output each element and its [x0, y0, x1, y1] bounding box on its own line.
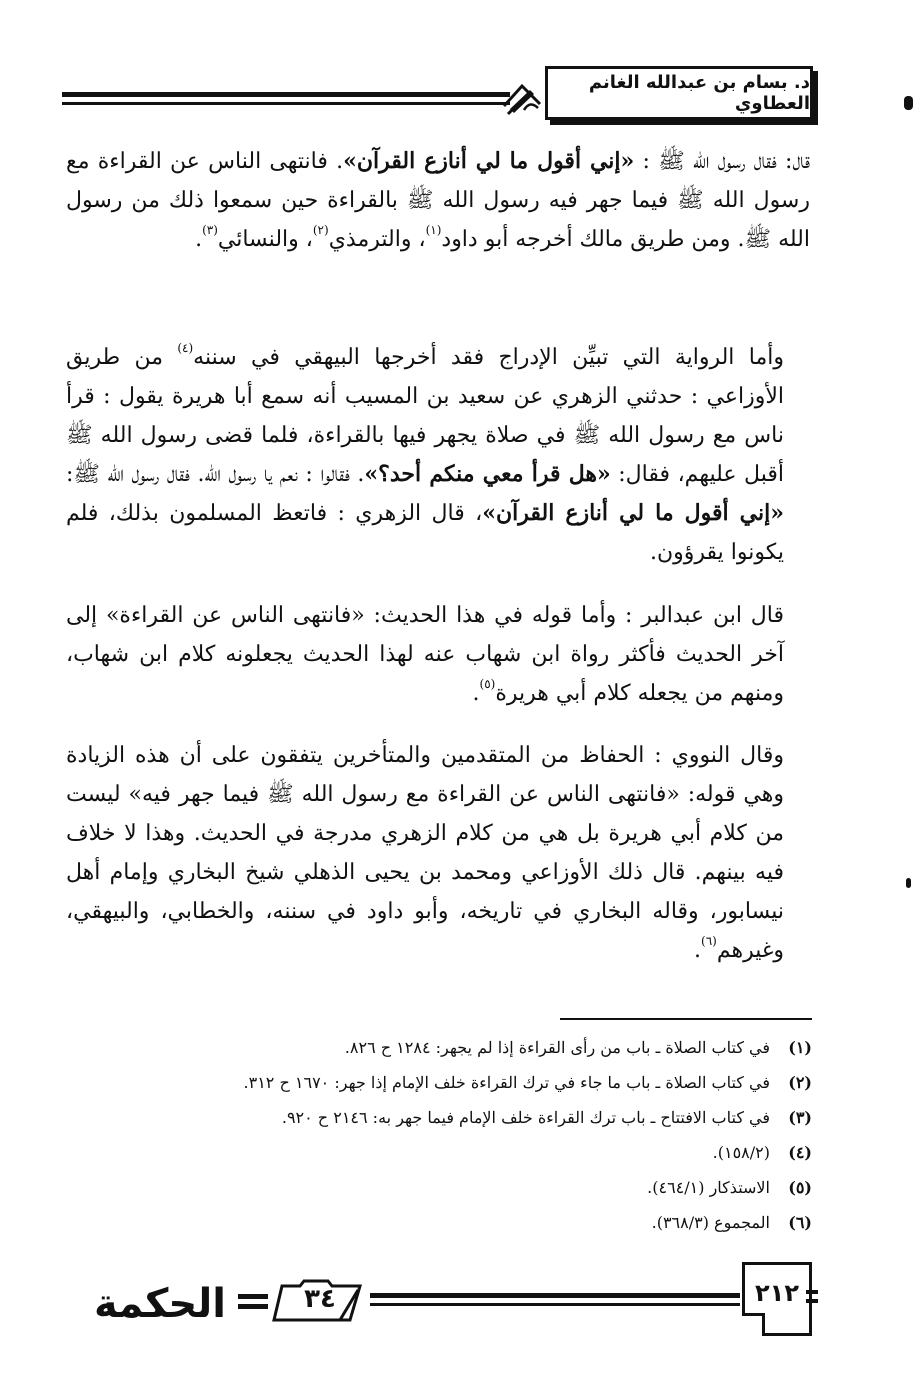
footnote-text: المجموع (٣٦٨/٣).: [651, 1213, 770, 1232]
text-run: . فانتهى الناس عن القراءة مع رسول الله ﷺ فيما جهر فيه رسول الله ﷺ بالقراءة حين سمعوا ذلك من رسول الله ﷺ. ومن طريق مالك أخرجه أبو داود: [66, 149, 810, 252]
footnote-separator: [560, 1018, 812, 1020]
footnote-number: (٣): [788, 1108, 812, 1127]
footnote-number: (٤): [788, 1143, 812, 1162]
footnotes: [70, 1030, 812, 1240]
footnote: [70, 1065, 812, 1100]
footnote: [70, 1100, 812, 1135]
margin-mark: [906, 878, 911, 888]
paragraph-3: [66, 596, 810, 713]
footnote: [70, 1135, 812, 1170]
journal-logo: الحكمة: [94, 1281, 226, 1327]
text-run: ، والترمذي: [328, 227, 426, 252]
text-run: .: [472, 681, 480, 706]
text-run: .: [694, 938, 702, 963]
text-run: .: [195, 227, 203, 252]
text-run: ، والنسائي: [217, 227, 313, 252]
footnote-ref[interactable]: (٣): [202, 222, 218, 237]
footnote: [70, 1205, 812, 1240]
footnote-text: الاستذكار (٤٦٤/١).: [647, 1178, 770, 1197]
hadith-quote: «إني أقول ما لي أنازع القرآن»: [482, 500, 784, 526]
header-rule: [62, 88, 510, 110]
footer-rule: [806, 1290, 818, 1304]
page-number-box: [742, 1262, 812, 1336]
footnote-number: (٥): [788, 1178, 812, 1197]
footnote-text: في كتاب الافتتاح ـ باب ترك القراءة خلف الإمام فيما جهر به: ٢١٤٦ ح ٩٢٠.: [281, 1108, 770, 1127]
text-run: . فقالوا : نعم يا رسول الله. فقال رسول الله ﷺ:: [66, 462, 365, 487]
text-run: قال ابن عبدالبر : وأما قوله في هذا الحديث: «فانتهى الناس عن القراءة» إلى آخر الحديث فأكثر رواة ابن شهاب عنه لهذا الحديث يجعلونه كلام ابن شهاب، ومنهم من يجعله كلام أبي هريرة: [66, 603, 784, 706]
footnote-ref[interactable]: (٥): [479, 676, 496, 691]
pen-icon: [500, 76, 544, 118]
footnote-number: (٦): [788, 1213, 812, 1232]
footnote-ref[interactable]: (٦): [701, 933, 717, 948]
footnote-text: (١٥٨/٢).: [712, 1143, 770, 1162]
footnote: [70, 1030, 812, 1065]
author-name: د. بسام بن عبدالله الغانم العطاوي: [588, 72, 810, 114]
hadith-quote: «هل قرأ معي منكم أحد؟»: [364, 461, 611, 487]
footnote-ref[interactable]: (١): [425, 222, 442, 237]
page-number: ٢١٢: [755, 1279, 799, 1307]
paragraph-4: [66, 736, 810, 970]
footnote: [70, 1170, 812, 1205]
footer-rule: [370, 1293, 740, 1315]
footnote-number: (٢): [788, 1073, 812, 1092]
footer-rule: [238, 1294, 268, 1310]
footnote-number: (١): [788, 1038, 812, 1057]
issue-number: ٣٤: [304, 1284, 336, 1314]
footnote-ref[interactable]: (٢): [312, 222, 329, 237]
text-run: قال: فقال رسول الله ﷺ :: [634, 149, 810, 174]
margin-mark: [904, 96, 913, 110]
paragraph-1: [66, 142, 810, 259]
text-run: من طريق الأوزاعي : حدثني الزهري عن سعيد بن المسيب أنه سمع أبا هريرة يقول : قرأ ناس مع رسول الله ﷺ في صلاة يجهر فيها بالقراءة، فلما قضى رسول الله ﷺ أقبل عليهم، فقال:: [66, 345, 784, 487]
hadith-quote: «إني أقول ما لي أنازع القرآن»: [343, 148, 635, 174]
author-header: [545, 66, 813, 120]
text-run: وقال النووي : الحفاظ من المتقدمين والمتأخرين يتفقون على أن هذه الزيادة وهي قوله: «فانتهى الناس عن القراءة مع رسول الله ﷺ فيما جهر فيه» ليست من كلام أبي هريرة بل هي من كلام الزهري مدرجة في الحديث. وهذا لا خلاف فيه بينهم. قال ذلك الأوزاعي ومحمد بن يحيى الذهلي شيخ البخاري وإمام أهل نيسابور، وقاله البخاري في تاريخه، وأبو داود في سننه، والخطابي، والبيهقي، وغيرهم: [66, 743, 784, 963]
paragraph-2: [66, 338, 810, 572]
text-run: وأما الرواية التي تبيِّن الإدراج فقد أخرجها البيهقي في سننه: [193, 345, 784, 370]
footnote-text: في كتاب الصلاة ـ باب ما جاء في ترك القراءة خلف الإمام إذا جهر: ١٦٧٠ ح ٣١٢.: [243, 1073, 770, 1092]
text-run: ، قال الزهري : فاتعظ المسلمون بذلك، فلم يكونوا يقرؤون.: [66, 501, 784, 565]
footnote-text: في كتاب الصلاة ـ باب من رأى القراءة إذا لم يجهر: ١٢٨٤ ح ٨٢٦.: [344, 1038, 770, 1057]
footnote-ref[interactable]: (٤): [177, 340, 194, 355]
